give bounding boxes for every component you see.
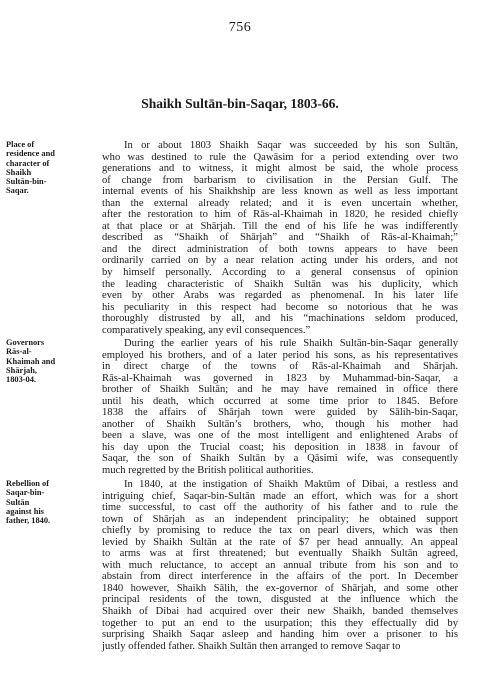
page-title: Shaikh Sultān-bin-Saqar, 1803-66. [141,96,339,111]
page-number: 756 [228,20,252,35]
paragraph: In 1840, at the instigation of Shaikh Maktūm of Dibai, a restless and intriguing chief, Saqar-bin-Sultān made an effort, which was for a short time successful, to cast off the authority of his father and to rule the town of Shārjah as an independent principality; he obtained support chiefly by promising to reduce the tax on pearl divers, which was then levied by Shaikh Sultān at the rate of $7 per head annually. An appeal to arms was at first threatened; but eventually Shaikh Sultān agreed, with much reluctance, to accept an annual tribute from his son and to abstain from direct interference in the affairs of the port. In December 1840 however, Shaikh Sālih, the ex-governor of Shārjah, and some other principal residents of the town, disgusted at the influence which the Shaikh of Dibai had acquired over their new Shaikh, banded themselves together to put an end to the usurpation; this they effectually did by surprising Shaikh Saqar asleep and handing him over a prisoner to his justly offended father. Shaikh Sultān then arranged to remove Saqar to [102,479,458,652]
paragraph: During the earlier years of his rule Shaikh Sultān-bin-Saqar generally employed his brothers, and of a later period his sons, as his representatives in direct charge of the towns of Rās-al-Khaimah and Shārjah. Rās-al-Khaimah was governed in 1823 by Muhammad-bin-Saqar, a brother of Shaikh Sultān; and he may have remained in office there until his death, which occurred at some time prior to 1845. Before 1838 the affairs of Shārjah town were guided by Sālih-bin-Saqar, another of Shaikh Sultān’s brothers, who, though his mother had been a slave, was one of the most intelligent and enlightened Arabs of his day upon the Trucial coast; his deposition in 1838 in favour of Saqar, the son of Shaikh Sultān by a Qāsimi wife, was consequently much regretted by the British political authorities. [102,338,458,477]
marginal-note: Governors Rās-al- Khaimah and Shārjah, 1803-04. [6,338,56,385]
marginal-note: Place of residence and character of Shaikh Sultān-bin- Saqar. [6,140,55,196]
marginal-note: Rebellion of Saqar-bin- Sultān against his father, 1840. [6,479,51,526]
paragraph: In or about 1803 Shaikh Saqar was succeeded by his son Sultān, who was destined to rule the Qawāsim for a period extending over two generations and to witness, it might almost be said, the whole process of change from barbarism to civilisation in the Persian Gulf. The internal events of his Shaikhship are less known as well as less important than the external already related; and it is even uncertain whether, after the restoration to him of Rās-al-Khaimah in 1820, he resided chiefly at that place or at Shārjah. Till the end of his life he was indifferently described as “Shaikh of Shārjah” and “Shaikh of Rās-al-Khaimah;” and the direct administration of both towns appears to have been ordinarily carried on by a near relation acting under his orders, and not by himself personally. According to a general consensus of opinion the leading characteristic of Shaikh Sultān was his duplicity, which even by other Arabs was regarded as phenomenal. In his later life his peculiarity in this respect had become so notorious that he was thoroughly distrusted by all, and his “machinations seldom produced, comparatively speaking, any evil consequences.” [102,140,458,336]
